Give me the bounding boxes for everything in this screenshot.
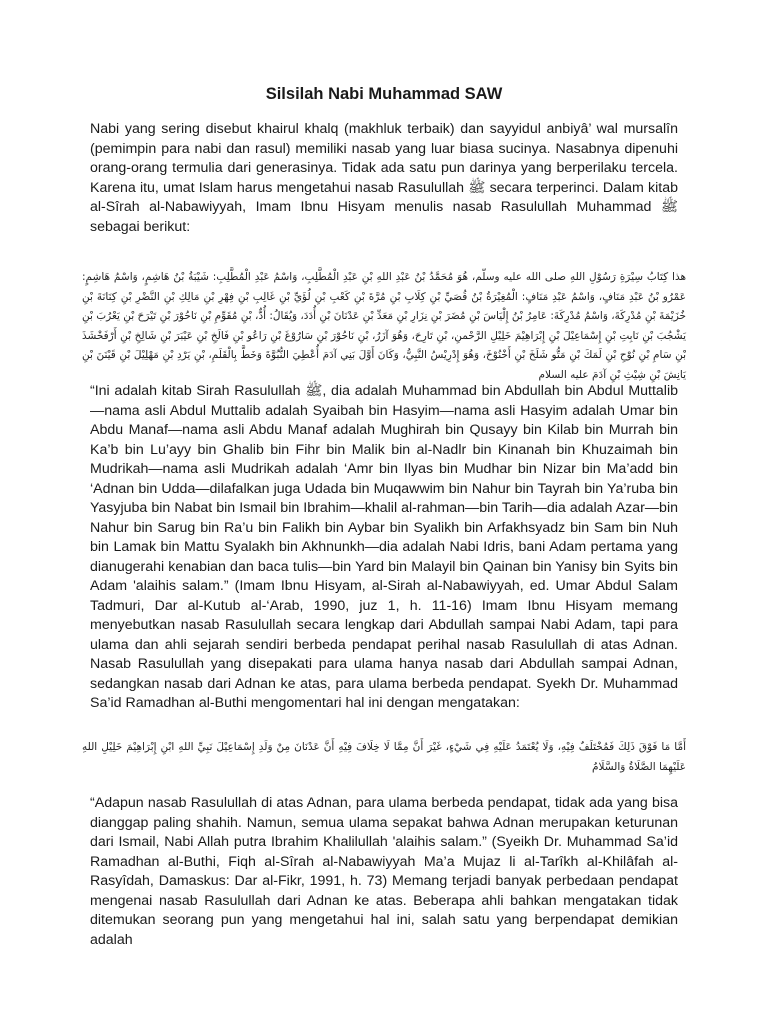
intro-paragraph: Nabi yang sering disebut khairul khalq (makhluk terbaik) dan sayyidul anbiyâ’ wal mursalîn (pemimpin para nabi dan rasul) memiliki nasab yang luar biasa sucinya. Nasabnya dipenuhi orang-orang termulia dari generasinya. Tidak ada satu pun darinya yang berperilaku tercela. Karena itu, umat Islam harus mengetahui nasab Rasulullah ﷺ secara terperinci. Dalam kitab al-Sîrah al-Nabawiyyah, Imam Ibnu Hisyam menulis nasab Rasulullah Muhammad ﷺ sebagai berikut: <box>90 121 679 235</box>
arabic-lineage-text: هذا كِتَابُ سِيْرَةِ رَسُوْلِ اللهِ صلى الله عليه وسلّم، هُوَ مُحَمَّدُ بْنُ عَبْدِ اللهِ بْنِ عَبْدِ الْمُطَّلِبِ، وَاسْمُ عَبْدِ الْمُطَّلِبِ: شَيْبَةُ بْنُ هَاشِمٍ، وَاسْمُ هَاشِمٍ: عَمْرُو بْنُ عَبْدِ مَنَافٍ، وَاسْمُ عَبْدِ مَنَافٍ: الْمُغِيْرَةُ بْنُ قُصَيِّ بْنِ كِلَابِ بْنِ مُرَّةَ بْنِ كَعْبِ بْنِ لُؤَيِّ بْنِ غَالِبِ بْنِ فِهْرِ بْنِ مَالِكِ بْنِ النَّضْرِ بْنِ كِنَانَةَ بْنِ خُزَيْمَةَ بْنِ مُدْرِكَةَ، وَاسْمُ مُدْرِكَةَ: عَامِرُ بْنُ إِلْيَاسَ بْنِ مُضَرَ بْنِ نِزَارِ بْنِ مَعَدِّ بْنِ عَدْنَانَ بْنِ أُدَدَ، وَيُقَالُ: أُدٌّ، بْنِ مُقَوِّمِ بْنِ نَاحُوْرَ بْنِ تَيْرَحَ بْنِ يَعْرُبَ بْنِ يَشْجُبَ بْنِ نَابِتِ بْنِ إِسْمَاعِيْلَ بْنِ إِبْرَاهِيْمَ خَلِيْلِ الرَّحْمنِ، بْنِ تَارِحَ، وَهُوَ آزَرُ، بْنِ نَاحُوْرَ بْنِ سَارُوْغَ بْنِ رَاعُو بْنِ فَالَخِ بْنِ عَيْبَرَ بْنِ شَالِخِ بْنِ أَرْفَخْشَذَ بْنِ سَامِ بْنِ نُوْحِ بْنِ لَمَكَ بْنِ مَتُّو شَلَخَ بْنِ أَخْنُوْخَ، وَهُوَ إِدْرِيْسُ النَّبِيُّ، وَكَانَ أَوَّلَ بَنِي آدَمَ أُعْطِيَ النُّبُوَّةَ وَخَطَّ بِالْقَلَمِ، بْنِ يَرْدِ بْنِ مَهْلِيْلَ بْنِ قَيْنَنَ بْنِ يَانِشَ بْنِ شِيْثِ بْنِ آدَمَ عليه السلام <box>82 271 686 381</box>
arabic-buthi-quote: أَمَّا مَا فَوْقَ ذَلِكَ فَمُخْتَلَفٌ فِيْهِ، وَلَا يُعْتَمَدُ عَلَيْهِ فِي شَيْءٍ، غَيْرَ أَنَّ مِمَّا لَا خِلَافَ فِيْهِ أَنَّ عَدْنَانَ مِنْ وَلَدِ إِسْمَاعِيْلَ نَبِيِّ اللهِ ابْنِ إِبْرَاهِيْمَ خَلِيْلِ اللهِ عَلَيْهِمَا الصَّلَاةُ وَالسَّلَامُ <box>82 741 686 773</box>
translation-paragraph: “Ini adalah kitab Sirah Rasulullah ﷺ, dia adalah Muhammad bin Abdullah bin Abdul Muttalib—nama asli Abdul Muttalib adalah Syaibah bin Hasyim—nama asli Hasyim adalah Umar bin Abdu Manaf—nama asli Abdu Manaf adalah Mughirah bin Qusayy bin Kilab bin Murrah bin Ka’b bin Lu’ayy bin Ghalib bin Fihr bin Malik bin al-Nadlr bin Kinanah bin Khuzaimah bin Mudrikah—nama asli Mudrikah adalah ‘Amr bin Ilyas bin Mudhar bin Nizar bin Ma’add bin ‘Adnan bin Udda—dilafalkan juga Udada bin Muqawwim bin Nahur bin Tayrah bin Ya’ruba bin Yasyjuba bin Nabat bin Ismail bin Ibrahim—khalil al-rahman—bin Tarih—dia adalah Azar—bin Nahur bin Sarug bin Ra’u bin Falikh bin Aybar bin Syalikh bin Arfakhsyadz bin Sam bin Nuh bin Lamak bin Mattu Syalakh bin Akhnunkh—dia adalah Nabi Idris, bani Adam pertama yang dianugerahi kenabian dan baca tulis—bin Yard bin Malayil bin Qainan bin Yanisy bin Syits bin Adam 'alaihis salam.” (Imam Ibnu Hisyam, al-Sirah al-Nabawiyyah, ed. Umar Abdul Salam Tadmuri, Dar al-Kutub al-‘Arab, 1990, juz 1, h. 11-16) Imam Ibnu Hisyam memang menyebutkan nasab Rasulullah secara lengkap dari Abdullah sampai Nabi Adam, tapi para ulama dan ahli sejarah sendiri berbeda pendapat perihal nasab Rasulullah di atas Adnan. Nasab Rasulullah yang disepakati para ulama hanya nasab dari Abdullah sampai Adnan, sedangkan nasab dari Adnan ke atas, para ulama berbeda pendapat. Syekh Dr. Muhammad Sa’id Ramadhan al-Buthi mengomentari hal ini dengan mengatakan: <box>90 383 679 711</box>
document-title: Silsilah Nabi Muhammad SAW <box>265 85 503 103</box>
buthi-quote-paragraph: “Adapun nasab Rasulullah di atas Adnan, para ulama berbeda pendapat, tidak ada yang bisa dianggap paling shahih. Namun, semua ulama sepakat bahwa Adnan merupakan keturunan dari Ismail, Nabi Allah putra Ibrahim Khalilullah 'alaihis salam.” (Syeikh Dr. Muhammad Sa’id Ramadhan al-Buthi, Fiqh al-Sîrah al-Nabawiyyah Ma’a Mujaz li al-Tarîkh al-Khilâfah al-Rasyîdah, Damaskus: Dar al-Fikr, 1991, h. 73) Memang terjadi banyak perbedaan pendapat mengenai nasab Rasulullah dari Adnan ke atas. Beberapa ahli bahkan mengatakan tidak ditemukan seorang pun yang mengetahui hal ini, salah satu yang berpendapat demikian adalah <box>90 795 678 948</box>
